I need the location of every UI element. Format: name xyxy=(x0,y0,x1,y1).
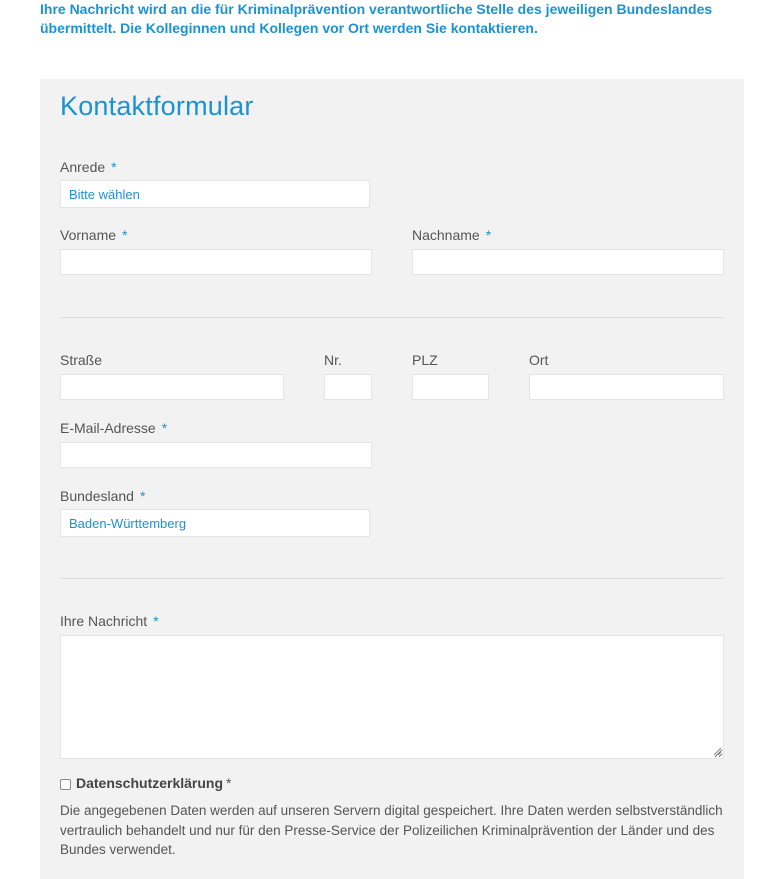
privacy-checkbox[interactable] xyxy=(60,779,71,790)
required-marker: * xyxy=(153,613,159,629)
required-marker: * xyxy=(122,227,128,243)
required-marker: * xyxy=(485,227,492,243)
anrede-label: Anrede * xyxy=(60,159,117,175)
vorname-input[interactable] xyxy=(60,249,372,275)
divider xyxy=(60,578,724,579)
nr-label: Nr. xyxy=(324,352,342,368)
intro-text: Ihre Nachricht wird an die für Kriminalprävention verantwortliche Stelle des jeweiligen Bundeslandes übermittelt. Die Kolleginnen und Kollegen vor Ort werden Sie kontaktieren. xyxy=(40,1,713,36)
bundesland-select[interactable]: Baden-Württemberg xyxy=(60,509,370,537)
ort-label: Ort xyxy=(529,352,549,368)
contact-form-panel xyxy=(40,79,744,879)
vorname-label: Vorname * xyxy=(60,227,128,243)
anrede-select[interactable]: Bitte wählen xyxy=(60,180,370,208)
nachname-label: Nachname * xyxy=(412,227,492,243)
nachricht-textarea[interactable] xyxy=(60,635,724,759)
plz-label: PLZ xyxy=(412,352,438,368)
nachname-input[interactable] xyxy=(412,249,724,275)
strasse-label: Straße xyxy=(60,352,103,368)
required-marker: * xyxy=(161,420,168,436)
strasse-input[interactable] xyxy=(60,374,284,400)
resize-handle-icon[interactable] xyxy=(713,747,722,756)
divider xyxy=(60,317,724,318)
privacy-text: Die angegebenen Daten werden auf unseren Servern digital gespeichert. Ihre Daten werden selbstverständlich vertraulich behandelt und nur für den Presse-Service der Polizeilichen Kriminalprävention der Länder und des Bundes verwendet. xyxy=(60,803,723,857)
required-marker: * xyxy=(111,159,117,175)
nr-input[interactable] xyxy=(324,374,372,400)
email-input[interactable] xyxy=(60,442,372,468)
privacy-checkbox-label[interactable]: Datenschutzerklärung * xyxy=(76,775,232,791)
bundesland-label: Bundesland * xyxy=(60,488,146,504)
required-marker: * xyxy=(139,488,146,504)
nachricht-label: Ihre Nachricht * xyxy=(60,613,159,629)
ort-input[interactable] xyxy=(529,374,724,400)
form-title: Kontaktformular xyxy=(60,91,254,121)
required-marker: * xyxy=(226,775,232,791)
plz-input[interactable] xyxy=(412,374,489,400)
email-label: E-Mail-Adresse * xyxy=(60,420,168,436)
